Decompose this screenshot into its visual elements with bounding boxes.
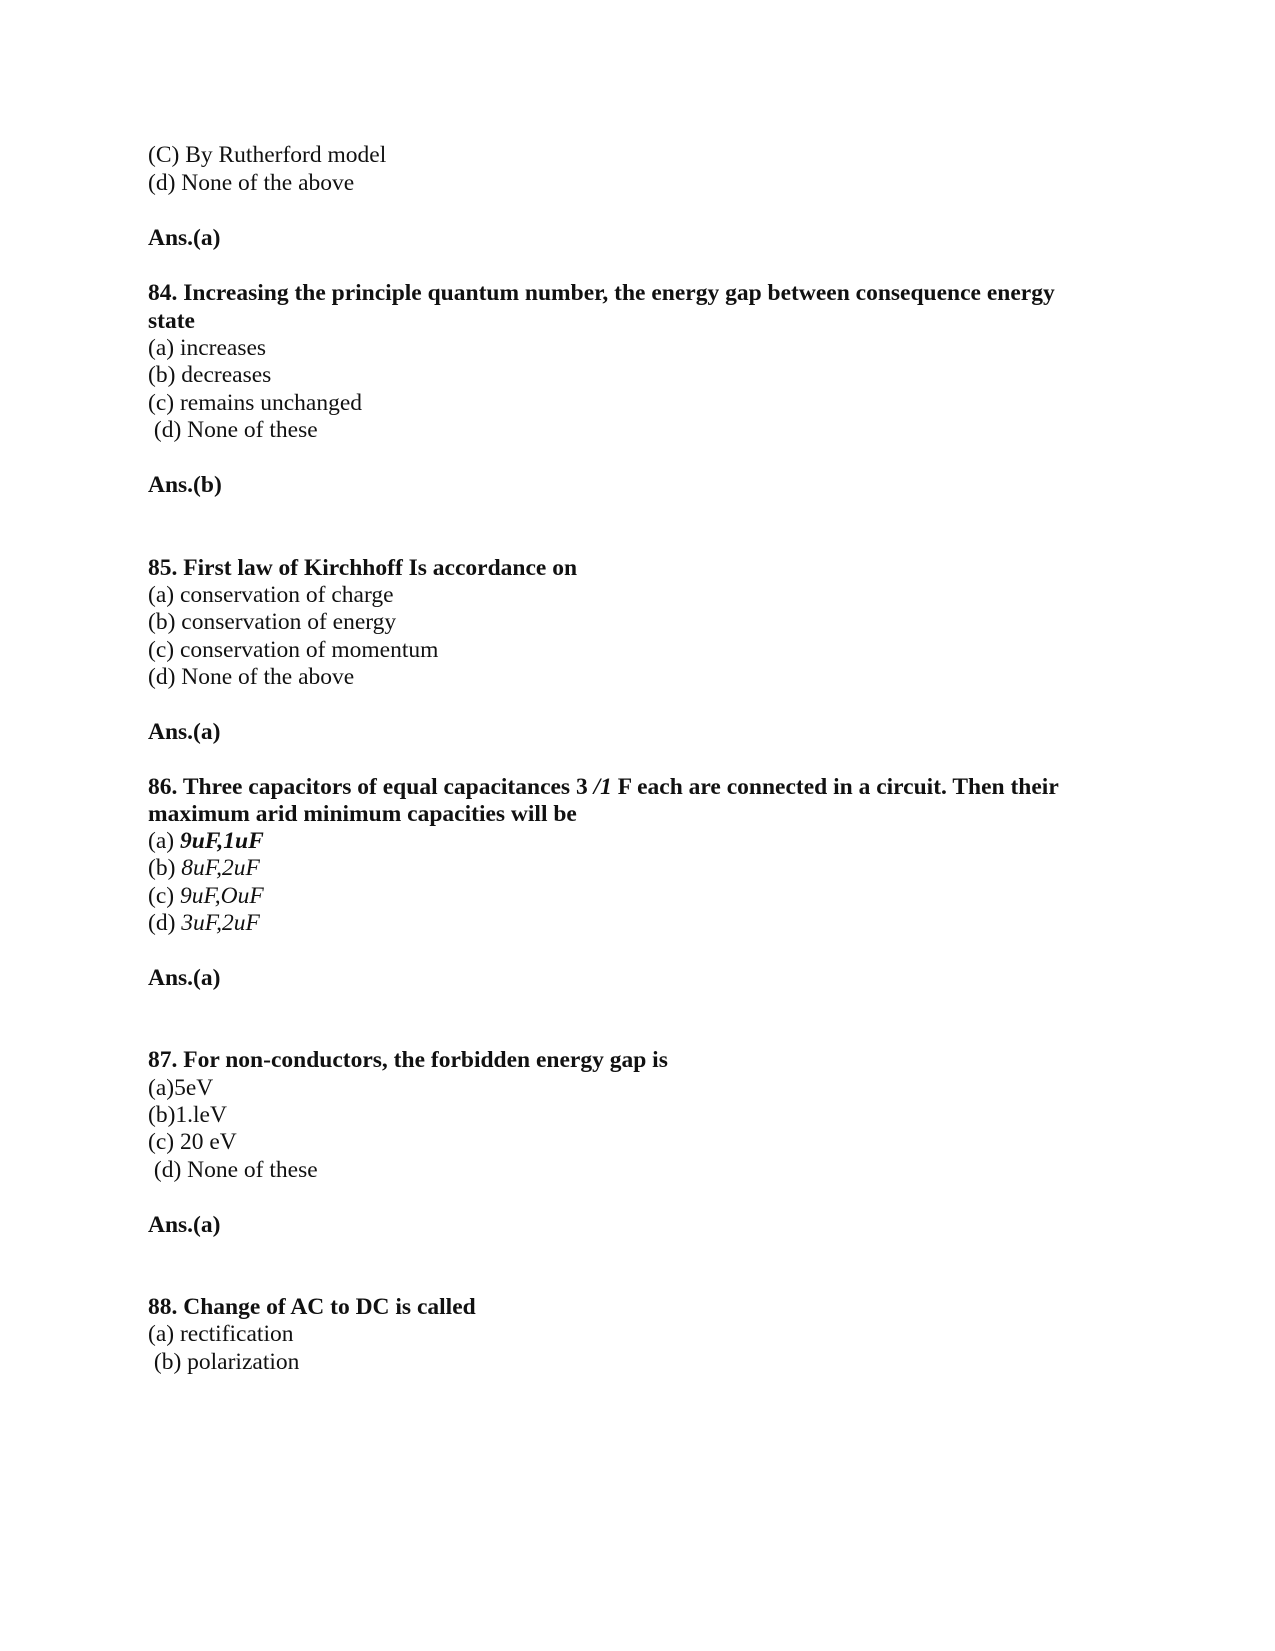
q86-option-a-label: (a) — [148, 828, 180, 854]
q84-option-c: (c) remains unchanged — [148, 390, 363, 416]
q84-option-a: (a) increases — [148, 335, 267, 361]
q83-option-d: (d) None of the above — [148, 170, 355, 196]
q86-option-d-label: (d) — [148, 910, 182, 936]
q83-option-c: (C) By Rutherford model — [148, 142, 387, 168]
q84-question-line2: state — [148, 308, 195, 334]
q86-option-b-label: (b) — [148, 855, 182, 881]
q87-option-a: (a)5eV — [148, 1075, 214, 1101]
q85-option-d: (d) None of the above — [148, 664, 355, 690]
q88-question: 88. Change of AC to DC is called — [148, 1294, 476, 1320]
q86-option-b-value: 8uF,2uF — [181, 855, 260, 881]
q84-question-line1: 84. Increasing the principle quantum number, the energy gap between consequence energy — [148, 280, 1055, 306]
q86-answer: Ans.(a) — [148, 965, 221, 991]
q86-option-c — [148, 882, 264, 911]
q84-option-b: (b) decreases — [148, 362, 272, 388]
q87-option-d: (d) None of these — [148, 1157, 318, 1183]
q85-question: 85. First law of Kirchhoff Is accordance on — [148, 555, 578, 581]
q85-answer: Ans.(a) — [148, 719, 221, 745]
q86-question-line1 — [148, 773, 1059, 802]
q86-question-part1: 86. Three capacitors of equal capacitances 3 — [148, 774, 594, 800]
q84-option-d: (d) None of these — [148, 417, 318, 443]
q86-question-line2: maximum arid minimum capacities will be — [148, 801, 577, 827]
q83-answer: Ans.(a) — [148, 225, 221, 251]
q88-option-b: (b) polarization — [148, 1349, 300, 1375]
q87-question: 87. For non-conductors, the forbidden energy gap is — [148, 1047, 668, 1073]
q85-option-a: (a) conservation of charge — [148, 582, 394, 608]
q84-answer: Ans.(b) — [148, 472, 222, 498]
q86-question-part3: F each are connected in a circuit. Then their — [611, 774, 1059, 800]
q86-option-a-value: 9uF,1uF — [179, 828, 264, 854]
q86-option-b — [148, 854, 260, 883]
q86-option-c-label: (c) — [148, 883, 180, 909]
q87-option-c: (c) 20 eV — [148, 1129, 237, 1155]
q86-option-a — [148, 827, 264, 856]
q86-question-symbol: /1 — [593, 774, 612, 800]
q88-option-a: (a) rectification — [148, 1321, 294, 1347]
q86-option-d — [148, 909, 260, 938]
q85-option-c: (c) conservation of momentum — [148, 637, 439, 663]
q85-option-b: (b) conservation of energy — [148, 609, 397, 635]
q87-answer: Ans.(a) — [148, 1212, 221, 1238]
q87-option-b: (b)1.leV — [148, 1102, 227, 1128]
q86-option-c-value: 9uF,OuF — [179, 883, 264, 909]
q86-option-d-value: 3uF,2uF — [181, 910, 260, 936]
